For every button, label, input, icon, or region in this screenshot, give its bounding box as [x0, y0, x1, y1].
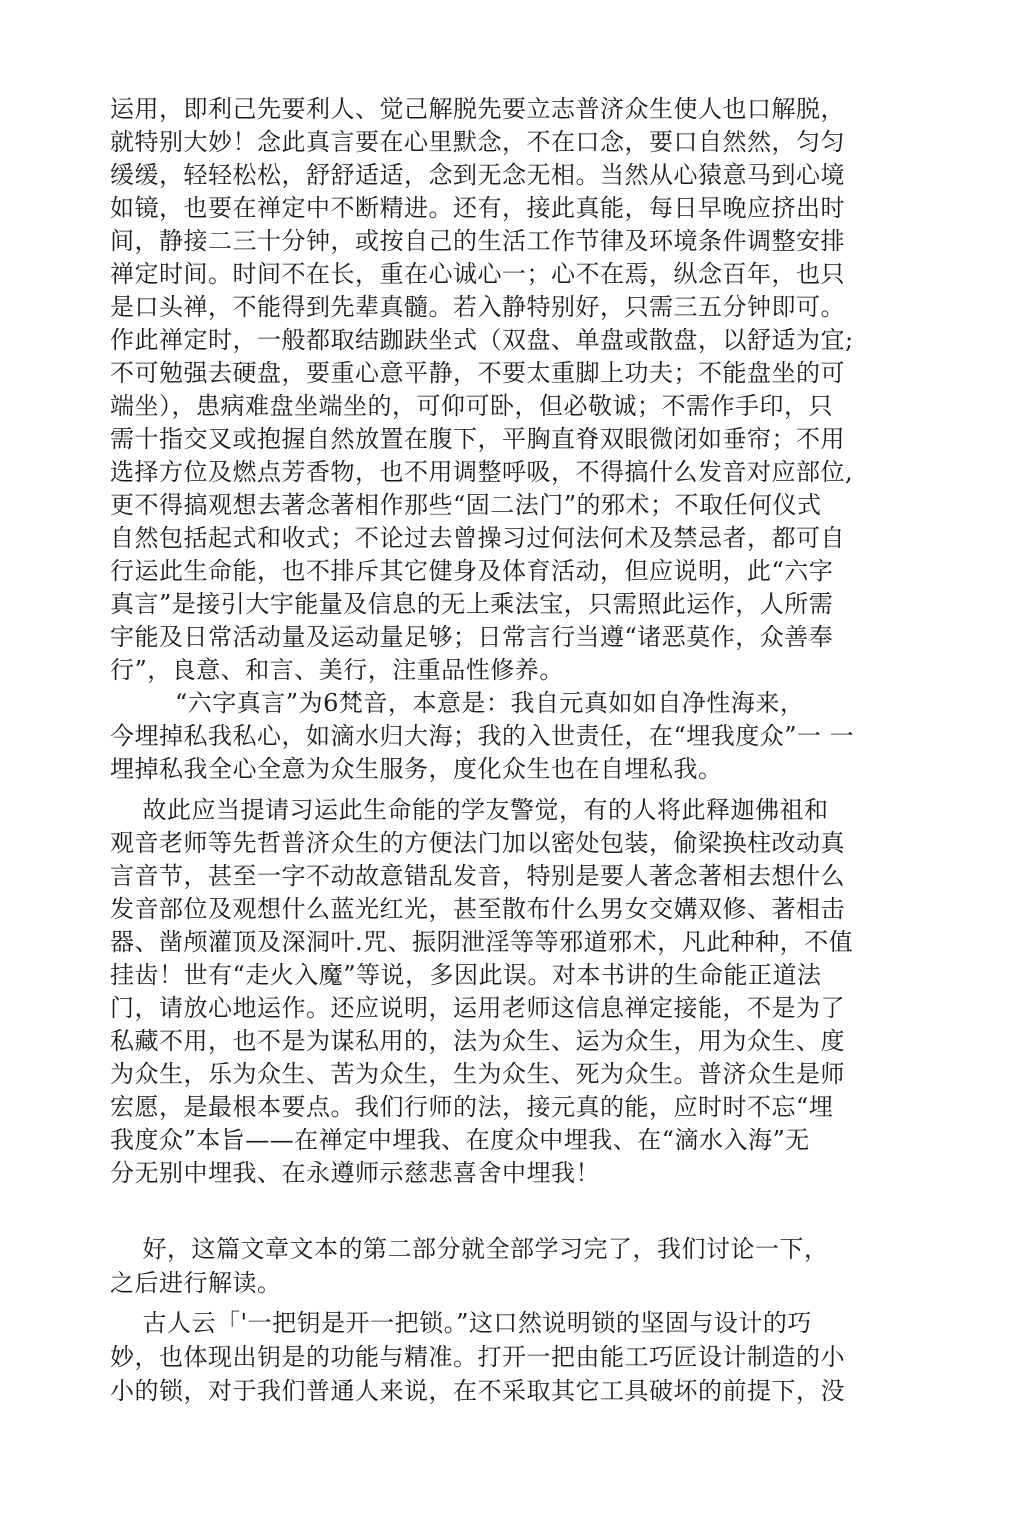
text-line: 今埋掉私我私心，如滴水归大海；我的入世责任，在“埋我度众”一 一	[110, 722, 855, 750]
text-line: 分无别中埋我、在永遵师示慈悲喜舍中埋我！	[110, 1159, 600, 1187]
text-line: 不可勉强去硬盘，要重心意平静，不要太重脚上功夫；不能盘坐的可	[110, 359, 845, 387]
text-line: 故此应当提请习运此生命能的学友警觉，有的人将此释迦佛祖和	[110, 796, 829, 824]
text-line: 器、凿颅灌顶及深洞叶.咒、振阴泄淫等等邪道邪术，凡此种种，不值	[110, 928, 854, 956]
text-line: 选择方位及燃点芳香物，也不用调整呼吸，不得搞什么发音对应部位,	[110, 458, 854, 486]
text-line: 真言”是接引大宇能量及信息的无上乘法宝，只需照此运作，人所需	[110, 590, 834, 618]
text-line: 发音部位及观想什么蓝光红光，甚至散布什么男女交媾双修、著相击	[110, 895, 845, 923]
text-line: 妙，也体现出钥是的功能与精准。打开一把由能工巧匠设计制造的小	[110, 1343, 845, 1371]
text-line: 间，静接二三十分钟，或按自己的生活工作节律及环境条件调整安排	[110, 227, 845, 255]
text-line: 如镜，也要在禅定中不断精进。还有，接此真能，每日早晚应挤出时	[110, 194, 845, 222]
text-line: 埋掉私我全心全意为众生服务，度化众生也在自埋私我。	[110, 755, 723, 783]
text-line: 缓缓，轻轻松松，舒舒适适，念到无念无相。当然从心猿意马到心境	[110, 161, 845, 189]
text-line: 禅定时间。时间不在长，重在心诚心一；心不在焉，纵念百年，也只	[110, 260, 845, 288]
text-line: 行运此生命能，也不排斥其它健身及体育活动，但应说明，此“六字	[110, 557, 834, 585]
text-line: “六字真言”为6梵音，本意是：我自元真如如自净性海来，	[110, 689, 805, 717]
text-line: 言音节，甚至一字不动故意错乱发音，特别是要人著念著相去想什么	[110, 862, 845, 890]
text-line: 就特别大妙！念此真言要在心里默念，不在口念，要口自然然，匀匀	[110, 128, 845, 156]
text-line: 好，这篇文章文本的第二部分就全部学习完了，我们讨论一下，	[110, 1235, 829, 1263]
text-line: 为众生，乐为众生、苦为众生，生为众生、死为众生。普济众生是师	[110, 1060, 845, 1088]
text-line: 小的锁，对于我们普通人来说，在不采取其它工具破坏的前提下，没	[110, 1377, 845, 1405]
text-line: 是口头禅，不能得到先辈真髓。若入静特别好，只需三五分钟即可。	[110, 293, 845, 321]
text-line: 宇能及日常活动量及运动量足够；日常言行当遵“诸恶莫作，众善奉	[110, 623, 834, 651]
text-line: 运用，即利己先要利人、觉己解脱先要立志普济众生使人也口解脱，	[110, 95, 845, 123]
text-line: 自然包括起式和收式；不论过去曾操习过何法何术及禁忌者，都可自	[110, 524, 845, 552]
text-line: 之后进行解读。	[110, 1269, 282, 1297]
text-line: 行”，良意、和言、美行，注重品性修养。	[110, 656, 564, 684]
text-line: 宏愿，是最根本要点。我们行师的法，接元真的能，应时时不忘“埋	[110, 1093, 834, 1121]
text-line: 私藏不用，也不是为谋私用的，法为众生、运为众生，用为众生、度	[110, 1027, 845, 1055]
text-line: 门，请放心地运作。还应说明，运用老师这信息禅定接能，不是为了	[110, 994, 845, 1022]
text-line: 挂齿！世有“走火入魔”等说，多因此误。对本书讲的生命能正道法	[110, 961, 822, 989]
text-line: 端坐），患病难盘坐端坐的，可仰可卧，但必敬诚；不需作手印，只	[110, 392, 833, 420]
text-line: 古人云「'一把钥是开一把锁。”这口然说明锁的坚固与设计的巧	[110, 1309, 812, 1337]
text-line: 需十指交叉或抱握自然放置在腹下，平胸直脊双眼微闭如垂帘；不用	[110, 425, 845, 453]
text-line: 观音老师等先哲普济众生的方便法门加以密处包装，偷梁换柱改动真	[110, 829, 845, 857]
text-line: 作此禅定时，一般都取结跏趺坐式（双盘、单盘或散盘，以舒适为宜;	[110, 326, 854, 354]
text-line: 更不得搞观想去著念著相作那些“固二法门”的邪术；不取任何仪式	[110, 491, 822, 519]
text-line: 我度众”本旨——在禅定中埋我、在度众中埋我、在“滴水入海”无	[110, 1126, 810, 1154]
